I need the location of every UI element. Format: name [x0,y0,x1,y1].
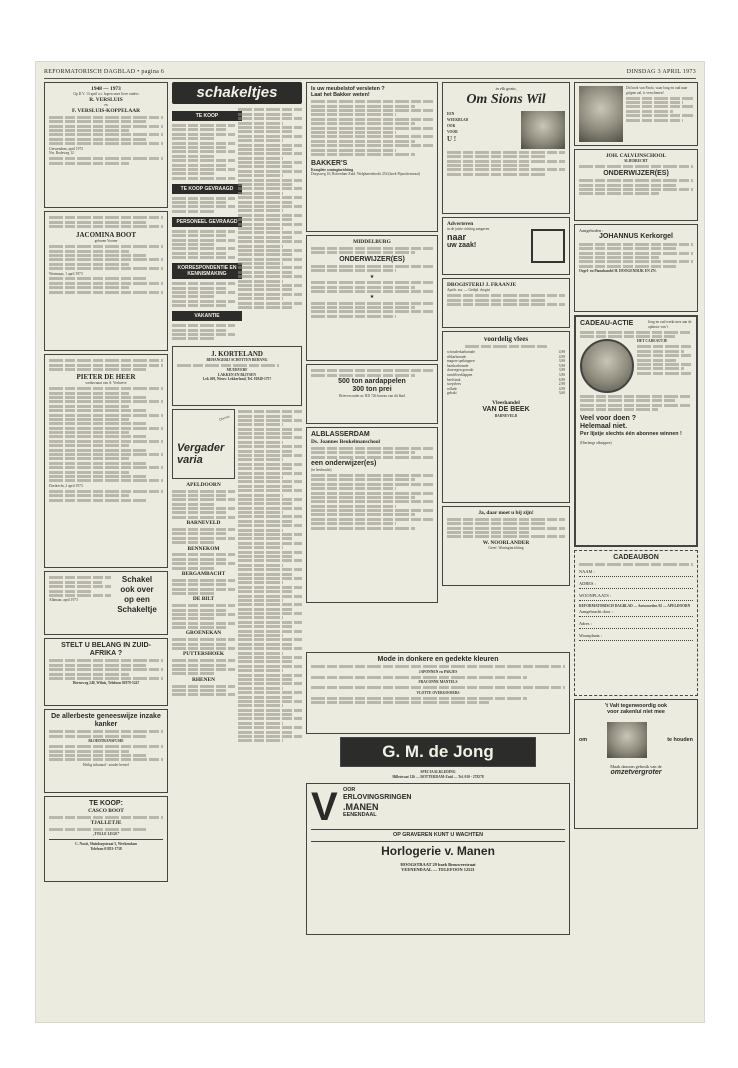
gezondheid-sub: BLOEDTRANSFUSIE [88,739,124,744]
manen-top4: EENENDAAL [343,811,377,818]
aardappel-l1: 500 ton aardappelen [338,378,406,386]
bon-aangebracht-field[interactable]: Aangebracht door : [579,608,693,617]
vlees-price: 3,98 [558,359,565,364]
vlees-price: 5,98 [558,363,565,368]
calvijn-title: JOH. CALVIJNSCHOOL [605,153,667,159]
alblasserdam-role: een onderwijzer(es) [311,459,377,467]
cadeau-main1: Veel voor doen ? [580,414,637,422]
sions-top: in elk gezin, [495,86,517,91]
korteland-line2: MUURVERF [226,368,248,373]
manen-addr2: VEENENDAAL — TELEFOON 12521 [401,867,475,872]
manen-addr1: HOOGSTRAAT 29 hoek Brouwerstraat [400,861,476,867]
dienst-apeldoorn: APELDOORN [186,481,221,488]
section-personeel: PERSONEEL GEVRAAGD [172,217,242,227]
omzet-l4: te houden [667,736,693,743]
bon-title: CADEAUBON [613,554,659,561]
section-korrespondentie: KORRESPONDENTIE EN KENNISMAKING [172,263,242,279]
noorlander-sub: Geref. Woninginrichting [488,546,524,551]
tekoop-sub: CASCO BOOT [88,808,124,814]
vergader-varia-badge [172,409,235,479]
beek-city: BARNEVELD [494,414,518,419]
middelburg-title: ONDERWIJZER(ES) [339,255,405,263]
vlees-item: haaskarbonade [447,363,469,368]
vlees-price: 3,98 [558,368,565,373]
cadeau-actie [574,315,698,547]
bon-naam-field[interactable]: NAAM : [579,568,693,577]
vlees-item: schouderkarbonade [447,350,475,354]
vlees-item: doorregen gerookt [447,368,474,373]
cadeau-title: CADEAU-ACTIE [580,320,634,327]
schakel-l3: op een [124,595,150,604]
vlees-item: rollade [447,386,457,391]
calvijnschool-vacancy [574,149,698,221]
dienst-rhenen: RHENEN [191,676,216,683]
alblasserdam-vacancy [306,427,438,603]
column-4 [442,82,570,589]
cadeau-hint: (Hierlangs afknippen) [580,441,612,446]
noorlander-ad [442,506,570,586]
birth-place: Westmaas, 1 april 1973 [49,271,83,276]
korteland-addr: Lek 269, Nieuw Lekkerland, Tel. 01848-1757 [202,377,272,382]
manen-mid: OP GRAVEREN KUNT U WACHTEN [393,832,483,839]
beek-top: Vleeshandel [492,399,520,406]
zuidafrika-phone: Herenweg 240, Wilnis, Telefoon 02979-5247 [72,681,140,686]
column-2 [172,82,302,744]
tekoop-tel: Telefoon 01833-1738 [90,846,122,851]
anniv-addr: Nw. Rodeweg 12 [49,151,74,156]
vlees-price: 4,98 [558,354,565,359]
newspaper-page [36,62,704,1022]
death-place: Dordrecht, 2 april 1973 [49,483,83,488]
fraanje-ad [442,278,570,328]
aardappel-foot: Brieven onder nr. RD 726 bureau van dit blad [339,394,405,399]
anniv-place: Giessendam, april 1973 [49,146,84,151]
death-name: PIETER DE HEER [76,373,136,382]
vlees-price-row [447,391,565,396]
bon-ship: REFORMATORISCH DAGBLAD — Antwoordnr. 92 — APELDOORN [579,603,691,608]
bon-adres-field[interactable]: ADRES : [579,580,693,589]
orgel-foot: Orgel- en Pianohandel H. HOOGENDIJK EN ZN. [579,269,657,274]
schakel-l1: Schakel [121,575,153,584]
te-koop-boat-ad [44,796,168,882]
omzet-l3: om [579,736,588,743]
vlees-price: 4,98 [558,350,565,354]
meubel-brand2: Komplete woninginrichting [311,167,354,172]
aardappel-ad [306,364,438,424]
vlees-item: magere spekiappen [447,359,475,364]
dejong-banner [340,737,536,767]
cadeau-child-photo [580,339,634,393]
korteland-title: J. KORTELAND [211,349,263,358]
sions-title: Om Sions Wil [466,92,546,108]
dejong-sub: SPECIAALKLEDING [420,770,456,774]
meubel-answer: Laat het Bakker weten! [311,92,370,99]
schakel-l4: Schakeltje [117,605,157,614]
section-vakantie: VAKANTIE [172,311,242,321]
schakel-promo [44,571,168,635]
dienst-puttershoek: PUTTERSHOEK [182,651,225,658]
cadeau-main3: Per lijstje slechts één abonnee winnen ! [580,430,682,437]
omzet-illustration [607,722,647,758]
vergader-sub: Diverse [218,413,231,422]
korteland-ad [172,346,302,406]
vlees-ad [442,331,570,503]
masthead-right: DINSDAG 3 APRIL 1973 [626,69,696,75]
tekoop-title: TE KOOP: [89,800,123,807]
sions-hands-photo [521,111,565,149]
section-te-koop: TE KOOP [172,111,242,121]
fraanje-title: DROGISTERIJ J. FRAANJE [447,282,517,288]
orgel-top: Aangeboden : [579,228,604,233]
vergader-l2: varia [177,453,203,466]
sions-w3: OOK [447,124,456,129]
birth-notice [44,211,168,351]
section-te-koop-gevraagd: TE KOOP GEVRAAGD [172,184,242,194]
vlees-price: 2,98 [558,382,565,387]
vergader-l1: Vergader [177,441,225,454]
sions-w1: EEN [447,112,455,117]
anniv-and: en [104,103,108,108]
anniv-years: 1948 — 1973 [91,86,121,92]
manen-top3: .MANEN [343,801,379,812]
manen-name: Horlogerie v. Manen [381,843,495,858]
death-notice [44,354,168,568]
vlees-price: 3,98 [558,372,565,377]
middelburg-vacancy: MIDDELBURG ONDERWIJZER(ES) ★ ★ [306,235,438,361]
mode-l1: JAPONNEN en PAKJES [418,669,458,674]
dejong-name: G. M. de Jong [382,742,494,761]
zuid-afrika-ad [44,638,168,706]
cadeau-sub: HET CADEAUTJE [637,339,668,344]
middelburg-city: MIDDELBURG [353,239,391,245]
orgel-title: JOHANNUS Kerkorgel [599,233,673,241]
noorlander-q: Ja, daar moet u bij zijn! [478,510,534,516]
schakel-place: Alkmaar, april 1973 [49,598,78,603]
calvijn-city: SLIEDRECHT [624,159,648,164]
dienst-groenekan: GROENEKAN [185,630,222,637]
mode-l2: FRACONNE MANTELS [418,680,458,685]
book-announcement [574,82,698,146]
lower-wide-ads [306,652,570,938]
death-sub: weduwnaar van A. Verhoeve [85,381,127,386]
korteland-line3: LAKKEN EN BLITSEN [218,372,256,377]
anniversary-notice [44,82,168,208]
bakker-meubelstof-ad [306,82,438,232]
omzet-l1: 't Valt tegenwoordig ook [604,703,668,709]
vlees-price: 3,60 [558,391,565,396]
zuidafrika-title: STELT U BELANG IN ZUID-AFRIKA ? [61,642,151,657]
anniv-name-2: F. VERSLUIS-KOPPELAAR [72,108,140,114]
cadeau-main2: Helemaal niet. [580,422,628,430]
sions-wil-ad [442,82,570,214]
vlees-price: 4,98 [558,386,565,391]
manen-v-letter: V [311,785,338,830]
tekoop-item: TJALLETJE [90,820,122,827]
book-photo [579,86,623,142]
vlees-item: beefsteak [447,377,461,382]
adv-l3: naar [447,232,467,242]
dienst-bennekom: BENNEKOM [187,545,220,552]
dienst-barneveld: BARNEVELD [186,520,221,527]
vlees-item: rundvleesklappen [447,372,473,377]
aardappel-l2: 300 ton prei [352,386,392,394]
vlees-item: gehakt [447,391,457,396]
alblasserdam-school: Ds. Joannes Beukelmanschool [311,439,381,445]
dienst-de-bilt: DE BILT [192,596,215,603]
meubel-addr: Dorpsweg 16, Rotterdam-Zuid. Wolphaertsbocht 254 (hoek Pijnackerstraat) [311,172,421,177]
omzetvergroter-ad [574,699,698,829]
book-caption: Dit boek van Paulo, waar long en oud naar grijpen zal, is verschenen! [626,86,688,95]
birth-name: JACOMINA BOOT [75,231,137,240]
sions-w5: U ! [447,135,457,144]
anniv-name-1: R. VERSLUIS [89,97,123,103]
column-5 [574,82,698,832]
bon-woonplaats-field[interactable]: WOONPLAATS : [579,592,693,601]
fraanje-sub: Apoth. ass. — Gedipl. drogist [447,288,491,293]
vlees-price: 6,98 [558,377,565,382]
adverteren-ad [442,217,570,275]
column-3 [306,82,438,606]
alblasserdam-title: ALBLASSERDAM [311,431,370,438]
manen-top1: OOR [343,787,356,794]
anniv-intro: Op D.V. 13 april a.s. hopen onze lieve ouders [73,92,139,97]
masthead-left: REFORMATORISCH DAGBLAD • pagina 6 [44,69,165,75]
rd-logo-icon [531,229,565,263]
dienst-bergambacht: BERGAMBACHT [181,570,226,577]
schakel-l2: ook over [120,585,154,594]
sions-w4: VOOR [447,130,458,135]
cadeau-side: Jong en oud werkt mee aan de opbouw van 't [648,320,692,329]
kerkorgel-ad [574,224,698,312]
meubel-question: Is uw meubelstof versleten ? [311,86,385,92]
cadeaubon-form [574,550,698,696]
alblasserdam-note: (in leerkracht) [311,467,332,472]
vlees-item: soepvlees [447,382,461,387]
adv-l1: Adverteren [447,221,474,227]
korteland-line1: BEHANGERIJ SCHOTTEN BEHANG [206,357,268,362]
beek-name: VAN DE BEEK [482,406,530,414]
omzet-l2: voor zakenlui niet mee [607,709,665,716]
birth-sub: geboren Voorne [94,239,118,244]
omzet-l5: Maak daarom gebruik van de [610,763,662,769]
bon-adres2-field[interactable]: Adres : [579,620,693,629]
mode-ad [306,652,570,734]
meubel-brand: BAKKER'S [311,159,348,167]
calvijn-role: ONDERWIJZER(ES) [603,169,669,177]
manen-top2: ERLOVINGSRINGEN [343,793,412,801]
adv-l4: uw zaak! [447,242,477,249]
vlees-price-list [447,350,565,396]
gezondheid-foot: Heilig tribunaal - zonder herstel [83,762,129,767]
masthead [44,66,696,79]
gezondheid-title: De allerbeste geneeswijze inzake kanker [51,713,161,728]
vlees-title: voordelig vlees [483,335,529,343]
schakeltjes-header: schakeltjes [172,82,302,104]
adv-l2: in de juiste richting aangaven [447,227,490,232]
mode-l3: VLOTTE OVERGOOIERS [416,690,460,695]
column-1 [44,82,168,885]
dejong-addr: Hillestraat 126 — ROTTERDAM-Zuid — Tel. 010 - 278278 [392,774,484,779]
bon-woonplaats2-field[interactable]: Woonplaats : [579,632,693,641]
omzet-l6: omzetvergroter [610,769,662,777]
sions-w2: WEEKBLAD [447,118,469,123]
tekoop-footer: C. Nooit, Sluisdorpstraat 5, Werkendam [75,841,137,846]
noorlander-name: W. NOORLANDER [482,539,530,546]
vlees-item: ribkarbonade [447,354,466,359]
tekoop-name: „TOLLE LEGE” [92,832,120,837]
manen-ad [306,783,570,935]
mode-title: Mode in donkere en gedekte kleuren [377,656,499,663]
geneeswijze-ad [44,709,168,793]
